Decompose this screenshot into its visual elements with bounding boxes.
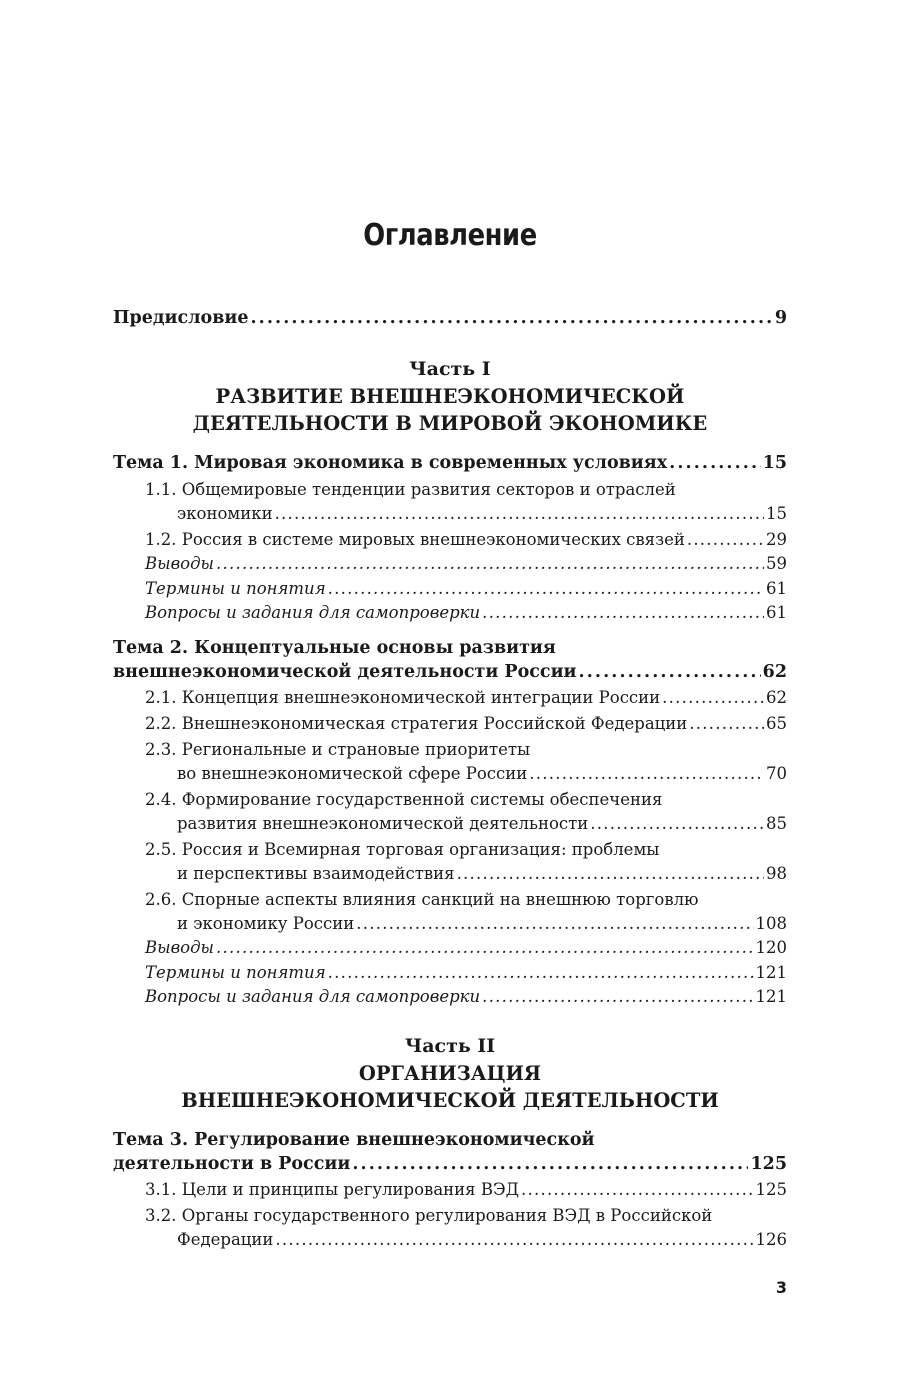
toc-item-line: и перспективы взаимодействия <box>177 864 455 883</box>
toc-item-line: 1.1. Общемировые тенденции развития секторов и отраслей <box>145 480 676 499</box>
leader-dots <box>521 1178 754 1202</box>
page-number: 3 <box>775 1278 787 1297</box>
toc-extra[interactable] <box>113 552 787 577</box>
toc-extra-label: Термины и понятия <box>145 962 326 982</box>
leader-dots <box>250 306 772 330</box>
toc-item-line: 2.5. Россия и Всемирная торговая организация: проблемы <box>145 840 660 859</box>
toc-preface-label: Предисловие <box>113 308 249 328</box>
leader-dots <box>529 762 764 786</box>
part-number: Часть II <box>404 1035 496 1057</box>
leader-dots <box>328 961 754 986</box>
toc-preface-page: 9 <box>774 308 787 328</box>
part-title-line: РАЗВИТИЕ ВНЕШНЕЭКОНОМИЧЕСКОЙ <box>215 385 685 408</box>
toc-item-line: 2.3. Региональные и страновые приоритеты <box>145 740 531 759</box>
toc-item[interactable] <box>113 838 787 886</box>
toc-extra[interactable] <box>113 985 787 1010</box>
toc-extra-label: Выводы <box>145 554 214 573</box>
toc-tema-label: внешнеэкономической деятельности России <box>113 662 577 682</box>
leader-dots <box>275 502 764 526</box>
toc-item-line: экономики <box>177 504 273 523</box>
toc-title: Оглавление <box>363 218 537 253</box>
toc-tema-label: Тема 1. Мировая экономика в современных условиях <box>113 453 668 473</box>
toc-item-line: 3.1. Цели и принципы регулирования ВЭД <box>145 1180 519 1199</box>
toc-tema-page: 15 <box>762 453 787 473</box>
leader-dots <box>457 862 764 886</box>
toc-item[interactable] <box>113 888 787 936</box>
toc-item-line: развития внешнеэкономической деятельности <box>177 814 589 833</box>
toc-tema2 <box>113 636 787 1010</box>
toc-item[interactable] <box>113 528 787 552</box>
toc-tema-label: Тема 2. Концептуальные основы развития <box>113 638 556 658</box>
part-heading <box>113 1033 787 1114</box>
leader-dots <box>482 601 764 626</box>
toc-item-line: 3.2. Органы государственного регулирования ВЭД в Российской <box>145 1206 713 1225</box>
leader-dots <box>669 451 761 475</box>
toc-tema-label: Тема 3. Регулирование внешнеэкономической <box>113 1130 595 1150</box>
toc-extra-page: 59 <box>766 554 787 573</box>
toc-tema-row[interactable] <box>113 636 787 684</box>
toc-item-line: 2.1. Концепция внешнеэкономической интеграции России <box>145 688 661 707</box>
toc-extra-page: 120 <box>755 938 787 957</box>
toc-item-page: 85 <box>766 814 787 833</box>
part-title-line: ОРГАНИЗАЦИЯ <box>358 1062 542 1085</box>
toc-tema-label: деятельности в России <box>113 1154 351 1174</box>
part-number: Часть I <box>409 358 491 380</box>
leader-dots <box>356 912 753 936</box>
toc-item[interactable] <box>113 1204 787 1252</box>
leader-dots <box>482 985 753 1010</box>
toc-extra-label: Вопросы и задания для самопроверки <box>145 603 481 622</box>
leader-dots <box>590 812 764 836</box>
toc-extra[interactable] <box>113 936 787 961</box>
part-title-line: ВНЕШНЕЭКОНОМИЧЕСКОЙ ДЕЯТЕЛЬНОСТИ <box>181 1089 719 1112</box>
toc-extra[interactable] <box>113 601 787 626</box>
leader-dots <box>328 577 764 602</box>
toc-item[interactable] <box>113 788 787 836</box>
toc-item-page: 62 <box>766 688 787 707</box>
toc-item-line: Федерации <box>177 1230 274 1249</box>
toc-item-page: 15 <box>766 504 787 523</box>
leader-dots <box>689 712 764 736</box>
leader-dots <box>275 1228 753 1252</box>
leader-dots <box>579 660 761 684</box>
leader-dots <box>216 552 764 577</box>
toc-extra[interactable] <box>113 577 787 602</box>
toc-extra-label: Термины и понятия <box>145 578 326 598</box>
leader-dots <box>687 528 764 552</box>
toc-tema1 <box>113 451 787 626</box>
toc-item-page: 65 <box>766 714 787 733</box>
toc-extra-page: 61 <box>766 603 787 622</box>
toc-extra-label: Выводы <box>145 938 214 957</box>
toc-preface[interactable] <box>113 306 787 330</box>
toc-extra-page: 121 <box>755 987 787 1006</box>
part-heading <box>113 356 787 437</box>
toc-item[interactable] <box>113 738 787 786</box>
toc-item-line: 2.2. Внешнеэкономическая стратегия Российской Федерации <box>145 714 688 733</box>
toc-item-page: 125 <box>755 1180 787 1199</box>
toc-item-page: 98 <box>766 864 787 883</box>
toc-tema3 <box>113 1128 787 1252</box>
leader-dots <box>352 1152 748 1176</box>
toc-item-page: 108 <box>755 914 787 933</box>
toc-item[interactable] <box>113 712 787 736</box>
toc-tema-page: 62 <box>762 662 787 682</box>
part-title-line: ДЕЯТЕЛЬНОСТИ В МИРОВОЙ ЭКОНОМИКЕ <box>192 412 708 435</box>
toc-item[interactable] <box>113 686 787 710</box>
leader-dots <box>662 686 764 710</box>
toc-item[interactable] <box>113 478 787 526</box>
toc-item-line: и экономику России <box>177 914 355 933</box>
leader-dots <box>216 936 754 961</box>
toc-extra-page: 121 <box>755 962 787 982</box>
toc-tema-row[interactable] <box>113 451 787 475</box>
toc-item-line: 2.4. Формирование государственной системы обеспечения <box>145 790 663 809</box>
toc-item-page: 126 <box>755 1230 787 1249</box>
toc-tema-row[interactable] <box>113 1128 787 1176</box>
toc-tema-page: 125 <box>750 1154 787 1174</box>
toc-extra-label: Вопросы и задания для самопроверки <box>145 987 481 1006</box>
toc-item-page: 29 <box>766 530 787 549</box>
toc-item[interactable] <box>113 1178 787 1202</box>
toc-item-line: 2.6. Спорные аспекты влияния санкций на внешнюю торговлю <box>145 890 699 909</box>
toc-item-line: 1.2. Россия в системе мировых внешнеэкономических связей <box>145 530 685 549</box>
toc-item-line: во внешнеэкономической сфере России <box>177 764 528 783</box>
toc-extra-page: 61 <box>766 578 787 598</box>
toc-extra[interactable] <box>113 961 787 986</box>
toc-item-page: 70 <box>766 764 787 783</box>
